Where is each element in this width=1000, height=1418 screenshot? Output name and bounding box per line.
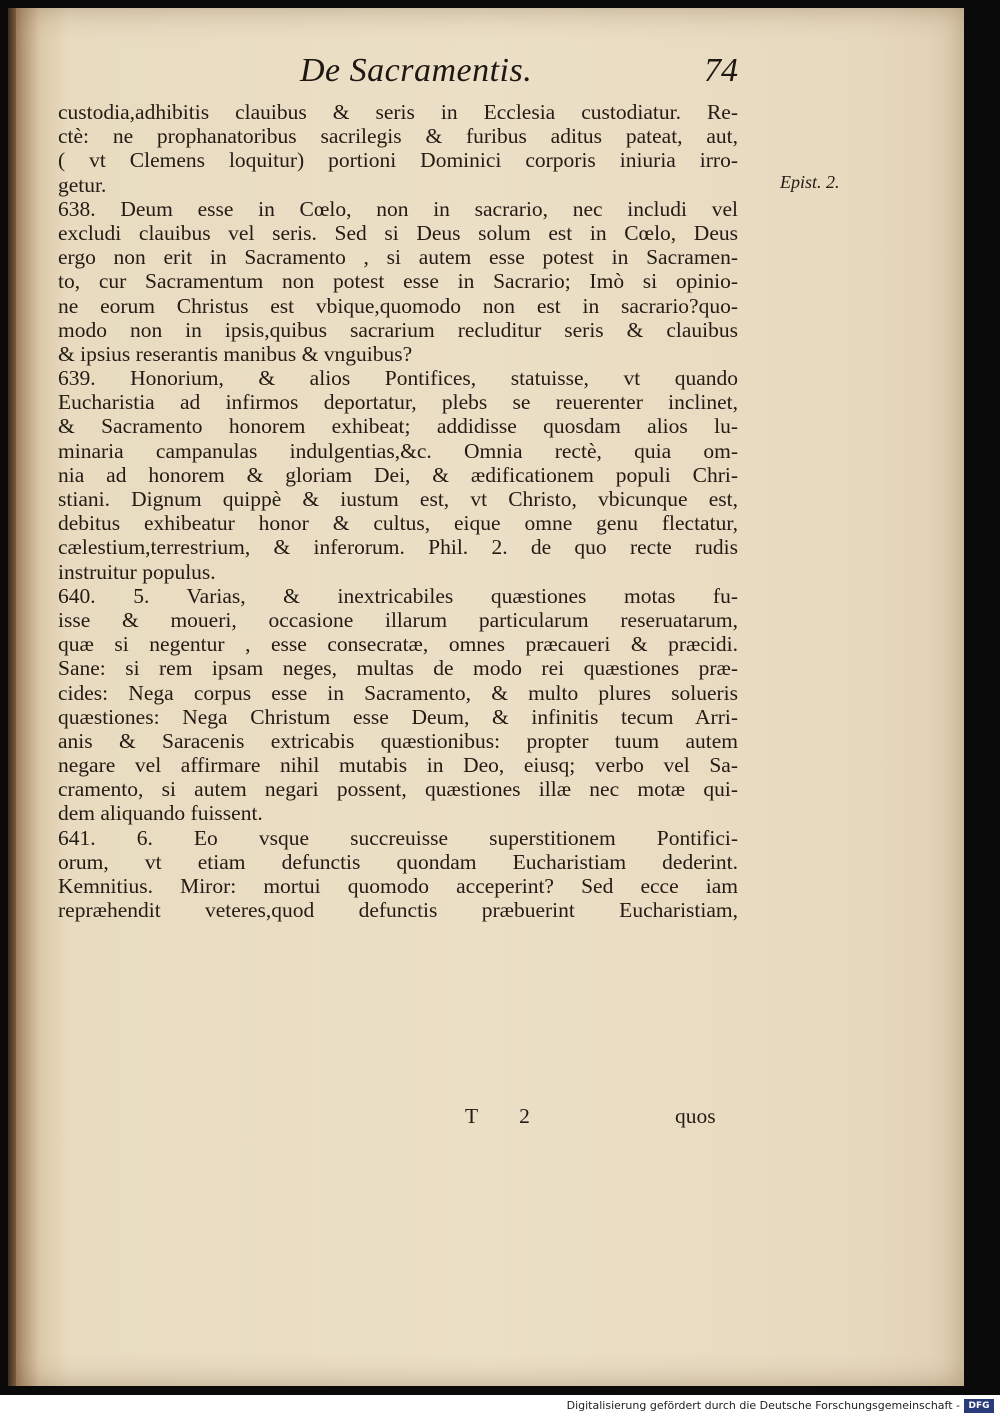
catchword: quos: [675, 1104, 716, 1128]
text-line: cides: Nega corpus esse in Sacramento, & multo plures solueris: [58, 680, 738, 705]
dfg-logo-icon: DFG: [964, 1399, 994, 1413]
text-line: Kemnitius. Miror: mortui quomodo acceperint? Sed ecce iam: [58, 874, 738, 898]
text-line: isse & moueri, occasione illarum particularum reseruatarum,: [58, 607, 738, 632]
text-line: custodia,adhibitis clauibus & seris in Ecclesia custodiatur. Re-: [58, 100, 738, 124]
binding-fold: [8, 8, 16, 1386]
text-line: ( vt Clemens loquitur) portioni Dominici corporis iniuria irro-: [58, 148, 738, 173]
text-line: 639. Honorium, & alios Pontifices, statuisse, vt quando: [58, 366, 738, 391]
text-line: minaria campanulas indulgentias,&c. Omnia rectè, quia om-: [58, 438, 738, 463]
text-line: dem aliquando fuissent.: [58, 801, 263, 826]
running-title: De Sacramentis.: [300, 52, 533, 89]
margin-note: Epist. 2.: [780, 172, 840, 192]
text-line: getur.: [58, 172, 107, 197]
text-line: repræhendit veteres,quod defunctis præbuerint Eucharistiam,: [58, 898, 738, 923]
text-line: modo non in ipsis,quibus sacrarium recluditur seris & clauibus: [58, 317, 738, 342]
text-line: quæstiones: Nega Christum esse Deum, & infinitis tecum Arri-: [58, 704, 738, 729]
text-line: Eucharistia ad infirmos deportatur, plebs se reuerenter inclinet,: [58, 390, 738, 415]
text-line: debitus exhibeatur honor & cultus, eique omne genu flectatur,: [58, 511, 738, 536]
text-line: Sane: si rem ipsam neges, multas de modo rei quæstiones præ-: [58, 656, 738, 681]
text-line: cramento, si autem negari possent, quæstiones illæ nec motæ qui-: [58, 777, 738, 802]
page-number: 74: [704, 52, 738, 89]
text-line: 641. 6. Eo vsque succreuisse superstitionem Pontifici-: [58, 825, 738, 850]
text-line: & ipsius reserantis manibus & vnguibus?: [58, 341, 413, 366]
signature-mark: T 2: [465, 1104, 548, 1128]
text-line: anis & Saracenis extricabis quæstionibus: propter tuum autem: [58, 728, 738, 753]
text-line: negare vel affirmare nihil mutabis in Deo, eiusq; verbo vel Sa-: [58, 753, 738, 778]
text-line: 640. 5. Varias, & inextricabiles quæstiones motas fu-: [58, 583, 738, 608]
text-line: quæ si negentur , esse consecratæ, omnes præcaueri & præcidi.: [58, 632, 738, 657]
text-line: 638. Deum esse in Cœlo, non in sacrario, nec includi vel: [58, 196, 738, 221]
text-line: excludi clauibus vel seris. Sed si Deus solum est in Cœlo, Deus: [58, 220, 738, 245]
text-line: ne eorum Christus est vbique,quomodo non est in sacrario?quo-: [58, 293, 738, 318]
text-line: stiani. Dignum quippè & iustum est, vt Christo, vbicunque est,: [58, 487, 738, 511]
text-line: ergo non erit in Sacramento , si autem esse potest in Sacramen-: [58, 245, 738, 270]
text-line: instruitur populus.: [58, 559, 216, 584]
text-line: cælestium,terrestrium, & inferorum. Phil. 2. de quo recte rudis: [58, 535, 738, 560]
text-line: orum, vt etiam defunctis quondam Eucharistiam dederint.: [58, 849, 738, 874]
text-line: to, cur Sacramentum non potest esse in Sacrario; Imò si opinio-: [58, 269, 738, 294]
page-header: [300, 48, 820, 98]
funding-credit: Digitalisierung gefördert durch die Deutsche Forschungsgemeinschaft -: [566, 1399, 960, 1412]
text-line: ctè: ne prophanatoribus sacrilegis & furibus aditus pateat, aut,: [58, 124, 738, 149]
text-line: nia ad honorem & gloriam Dei, & ædificationem populi Chri-: [58, 462, 738, 487]
text-line: & Sacramento honorem exhibeat; addidisse quosdam alios lu-: [58, 414, 738, 439]
credit-bar: [0, 1395, 1000, 1418]
body-text: [58, 100, 738, 922]
